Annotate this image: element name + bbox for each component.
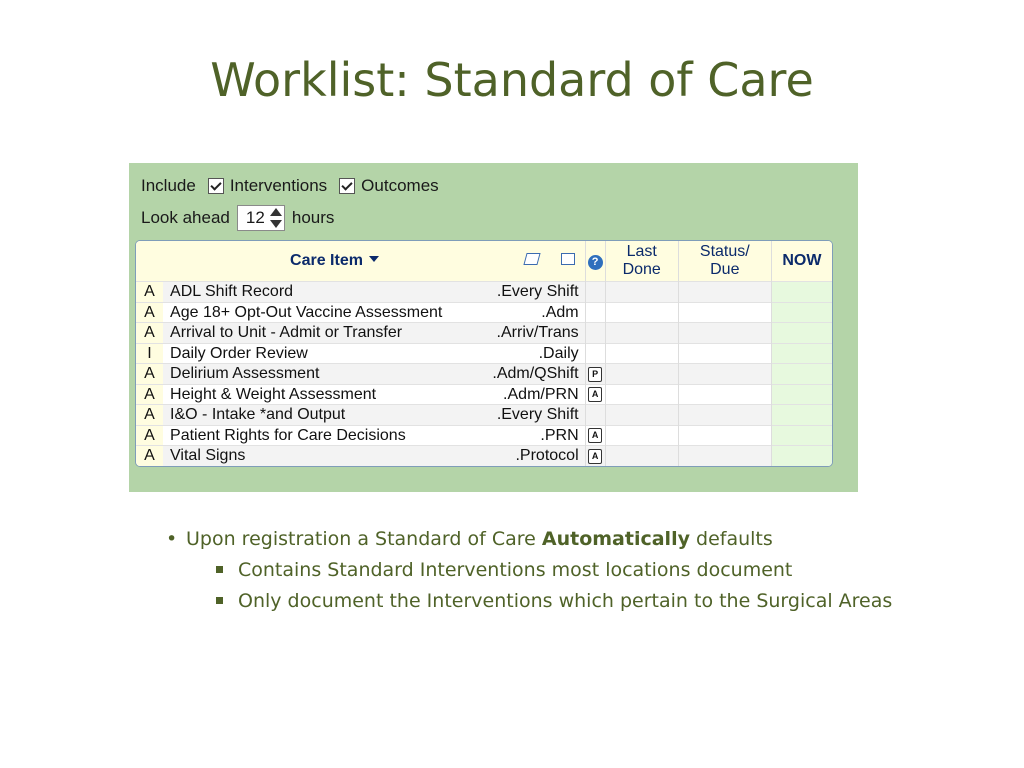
bullet-dot-icon: • (166, 528, 178, 550)
status-due-header-line2: Due (710, 261, 740, 278)
row-flag: A (136, 405, 163, 426)
item-frequency: .PRN (540, 426, 579, 444)
help-header[interactable] (585, 241, 605, 282)
table-row[interactable] (136, 364, 832, 385)
row-status-due (678, 323, 771, 344)
table-row[interactable] (136, 282, 832, 303)
item-name[interactable]: Delirium Assessment (170, 365, 320, 383)
outcomes-label[interactable]: Outcomes (361, 176, 439, 195)
row-care-item[interactable] (163, 302, 585, 323)
row-badge-cell (585, 323, 605, 344)
now-header[interactable]: NOW (771, 241, 832, 282)
row-badge-cell (585, 405, 605, 426)
bullet-main (166, 528, 773, 550)
lookahead-unit: hours (291, 208, 335, 227)
row-care-item[interactable] (163, 323, 585, 344)
row-last-done (605, 364, 678, 385)
row-status-due (678, 425, 771, 446)
table-row[interactable] (136, 405, 832, 426)
row-care-item[interactable] (163, 446, 585, 466)
row-badge-cell[interactable] (585, 384, 605, 405)
a-badge-icon[interactable]: A (588, 387, 602, 402)
interventions-checkbox[interactable] (208, 178, 224, 194)
row-last-done (605, 343, 678, 364)
item-name[interactable]: ADL Shift Record (170, 283, 294, 301)
table-row[interactable] (136, 425, 832, 446)
help-icon[interactable]: ? (588, 255, 603, 270)
row-flag: A (136, 384, 163, 405)
row-last-done (605, 384, 678, 405)
item-name[interactable]: Vital Signs (170, 447, 246, 465)
item-name[interactable]: Patient Rights for Care Decisions (170, 426, 406, 444)
row-flag: A (136, 323, 163, 344)
row-now-cell[interactable] (771, 343, 832, 364)
spinner-up-icon[interactable] (270, 208, 282, 216)
table-row[interactable] (136, 323, 832, 344)
sub-bullet (216, 559, 792, 581)
row-now-cell[interactable] (771, 302, 832, 323)
square-bullet-icon (216, 597, 223, 604)
lookahead-spinner[interactable] (237, 205, 285, 231)
item-name[interactable]: Daily Order Review (170, 344, 308, 362)
table-header-row (136, 241, 832, 282)
a-badge-icon[interactable]: A (588, 428, 602, 443)
interventions-label[interactable]: Interventions (229, 176, 328, 195)
row-last-done (605, 302, 678, 323)
row-flag: I (136, 343, 163, 364)
item-name[interactable]: Arrival to Unit - Admit or Transfer (170, 324, 403, 342)
last-done-header (605, 241, 678, 282)
row-flag: A (136, 446, 163, 466)
row-badge-cell[interactable] (585, 364, 605, 385)
row-care-item[interactable] (163, 405, 585, 426)
p-badge-icon[interactable]: P (588, 367, 602, 382)
sub-bullet (216, 590, 892, 612)
row-status-due (678, 405, 771, 426)
care-item-sort[interactable] (290, 252, 379, 270)
item-name[interactable]: I&O - Intake *and Output (170, 406, 346, 424)
care-item-header-label[interactable]: Care Item (290, 252, 363, 269)
item-frequency: .Adm (541, 303, 579, 321)
care-item-table (135, 240, 833, 467)
row-flag: A (136, 425, 163, 446)
table-row[interactable] (136, 343, 832, 364)
row-flag: A (136, 282, 163, 303)
row-now-cell[interactable] (771, 323, 832, 344)
row-last-done (605, 425, 678, 446)
slide-title: Worklist: Standard of Care (210, 53, 814, 107)
document-icon[interactable] (561, 253, 575, 265)
row-care-item[interactable] (163, 425, 585, 446)
edit-note-icon[interactable] (523, 253, 540, 265)
row-now-cell[interactable] (771, 446, 832, 466)
sub-bullet-text: Only document the Interventions which pertain to the Surgical Areas (238, 590, 893, 612)
row-last-done (605, 446, 678, 466)
row-status-due (678, 302, 771, 323)
status-due-header (678, 241, 771, 282)
row-care-item[interactable] (163, 364, 585, 385)
care-item-header[interactable] (163, 241, 585, 282)
row-last-done (605, 323, 678, 344)
item-frequency: .Daily (538, 344, 579, 362)
item-name[interactable]: Height & Weight Assessment (170, 385, 377, 403)
table-row[interactable] (136, 384, 832, 405)
row-badge-cell (585, 302, 605, 323)
item-name[interactable]: Age 18+ Opt-Out Vaccine Assessment (170, 303, 443, 321)
flag-header (136, 241, 163, 282)
item-frequency: .Adm/QShift (492, 365, 579, 383)
row-badge-cell (585, 282, 605, 303)
a-badge-icon[interactable]: A (588, 449, 602, 464)
lookahead-row (141, 204, 334, 232)
row-status-due (678, 446, 771, 466)
row-now-cell[interactable] (771, 384, 832, 405)
table-row[interactable] (136, 446, 832, 466)
lookahead-value[interactable]: 12 (245, 208, 265, 227)
row-last-done (605, 405, 678, 426)
item-frequency: .Adm/PRN (503, 385, 579, 403)
last-done-header-line2: Done (622, 261, 661, 278)
row-now-cell[interactable] (771, 425, 832, 446)
sort-caret-icon[interactable] (369, 256, 379, 262)
row-status-due (678, 384, 771, 405)
sub-bullet-text: Contains Standard Interventions most locations document (238, 559, 793, 581)
row-flag: A (136, 364, 163, 385)
row-status-due (678, 282, 771, 303)
include-label: Include (141, 176, 196, 195)
row-now-cell[interactable] (771, 405, 832, 426)
row-now-cell[interactable] (771, 364, 832, 385)
row-last-done (605, 282, 678, 303)
table-row[interactable] (136, 302, 832, 323)
item-frequency: .Every Shift (496, 406, 579, 424)
square-bullet-icon (216, 566, 223, 573)
row-badge-cell (585, 343, 605, 364)
spinner-down-icon[interactable] (270, 220, 282, 228)
include-row (141, 175, 439, 197)
bullet-main-bold: Automatically (541, 528, 690, 550)
row-flag: A (136, 302, 163, 323)
bullet-main-prefix: Upon registration a Standard of Care (186, 528, 542, 550)
spinner-arrows[interactable] (270, 207, 283, 229)
last-done-header-line1: Last (626, 243, 657, 260)
row-status-due (678, 343, 771, 364)
outcomes-checkbox[interactable] (339, 178, 355, 194)
row-badge-cell[interactable] (585, 425, 605, 446)
item-frequency: .Protocol (515, 447, 579, 465)
item-frequency: .Every Shift (496, 283, 579, 301)
row-status-due (678, 364, 771, 385)
row-care-item[interactable] (163, 343, 585, 364)
status-due-header-line1: Status/ (699, 243, 750, 260)
worklist-panel (129, 163, 858, 492)
row-now-cell[interactable] (771, 282, 832, 303)
item-frequency: .Arriv/Trans (496, 324, 579, 342)
lookahead-label: Look ahead (141, 208, 230, 227)
row-care-item[interactable] (163, 282, 585, 303)
row-care-item[interactable] (163, 384, 585, 405)
bullet-main-suffix: defaults (689, 528, 773, 550)
row-badge-cell[interactable] (585, 446, 605, 466)
